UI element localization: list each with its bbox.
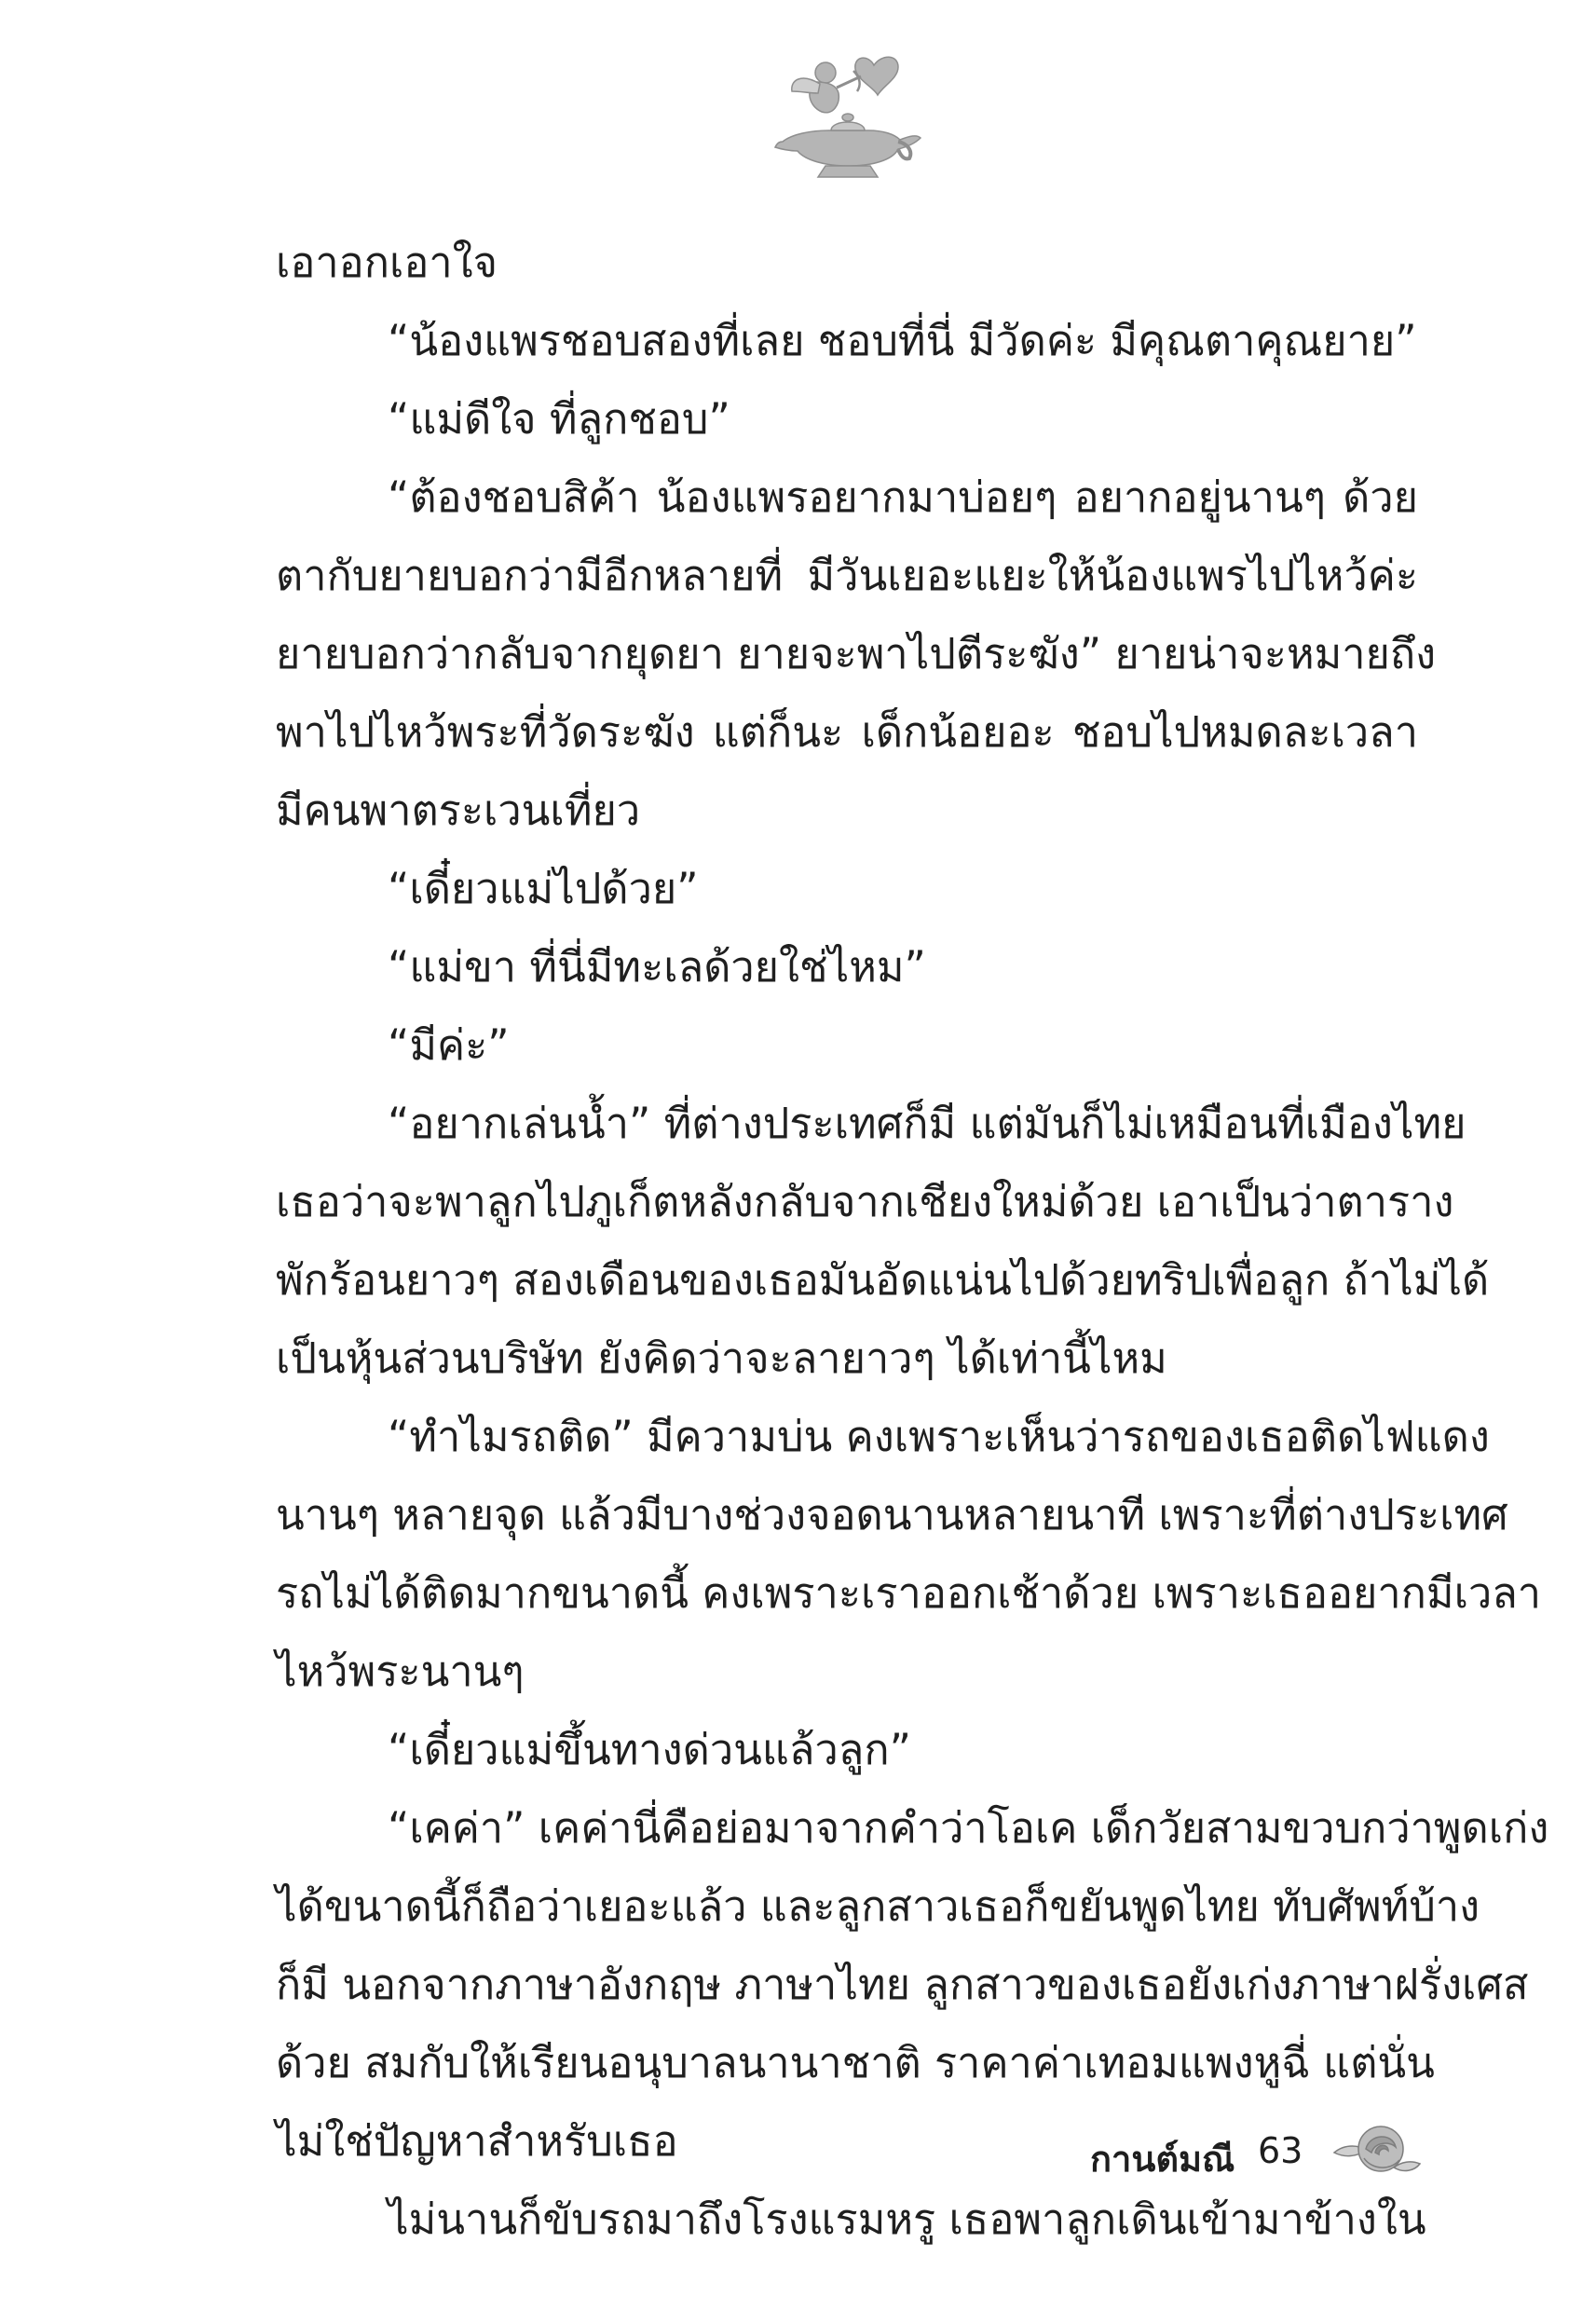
page-footer [1071, 2113, 1444, 2188]
text-line: มีคนพาตระเวนเที่ยว [276, 786, 641, 835]
text-line: เธอว่าจะพาลูกไปภูเก็ตหลังกลับจากเชียงใหม่ด้วย เอาเป็นว่าตาราง [276, 1177, 1454, 1226]
text-line: “อยากเล่นน้ำ” ที่ต่างประเทศก็มี แต่มันก็ไม่เหมือนที่เมืองไทย [388, 1099, 1466, 1148]
text-line: พักร้อนยาวๆ สองเดือนของเธอมันอัดแน่นไปด้วยทริปเพื่อลูก ถ้าไม่ได้ [276, 1255, 1490, 1305]
text-line: “แม่ดีใจ ที่ลูกชอบ” [388, 394, 730, 444]
text-line: พาไปไหว้พระที่วัดระฆัง แต่ก็นะ เด็กน้อยอะ ชอบไปหมดละเวลา [276, 707, 1418, 757]
body-text [276, 224, 1549, 2259]
text-line: ด้วย สมกับให้เรียนอนุบาลนานาชาติ ราคาค่าเทอมแพงหูฉี่ แต่นั่น [276, 2038, 1435, 2087]
text-line: “เดี๋ยวแม่ขึ้นทางด่วนแล้วลูก” [388, 1725, 911, 1774]
text-line: “ต้องชอบสิค้า น้องแพรอยากมาบ่อยๆ อยากอยู่นานๆ ด้วย [388, 472, 1418, 522]
text-line: ยายบอกว่ากลับจากยุดยา ยายจะพาไปตีระฆัง” ยายน่าจะหมายถึง [276, 629, 1437, 678]
text-line: “เดี๋ยวแม่ไปด้วย” [388, 864, 699, 913]
text-line: “เคค่า” เคค่านี่คือย่อมาจากคำว่าโอเค เด็กวัยสามขวบกว่าพูดเก่ง [388, 1803, 1549, 1853]
text-line: ตากับยายบอกว่ามีอีกหลายที่ มีวันเยอะแยะให้น้องแพรไปไหว้ค่ะ [276, 551, 1418, 600]
text-line: “มีค่ะ” [388, 1020, 510, 1070]
genie-lamp-cupid-icon [764, 45, 922, 185]
text-line: ก็มี นอกจากภาษาอังกฤษ ภาษาไทย ลูกสาวของเธอยังเก่งภาษาฝรั่งเศส [276, 1960, 1529, 2009]
text-line: “ทำไมรถติด” มีความบ่น คงเพราะเห็นว่ารถของเธอติดไฟแดง [388, 1412, 1490, 1461]
book-title: กานต์มณี [1090, 2139, 1235, 2180]
rose-icon [1329, 2115, 1422, 2181]
text-line: “แม่ขา ที่นี่มีทะเลด้วยใช่ไหม” [388, 942, 926, 991]
text-line: ไหว้พระนานๆ [276, 1647, 525, 1696]
text-line: เอาอกเอาใจ [276, 238, 498, 287]
text-line: ได้ขนาดนี้ก็ถือว่าเยอะแล้ว และลูกสาวเธอก็ขยันพูดไทย ทับศัพท์บ้าง [276, 1881, 1480, 1931]
text-line: รถไม่ได้ติดมากขนาดนี้ คงเพราะเราออกเช้าด้วย เพราะเธออยากมีเวลา [276, 1568, 1542, 1618]
page-number: 63 [1258, 2130, 1303, 2171]
text-line: เป็นหุ้นส่วนบริษัท ยังคิดว่าจะลายาวๆ ได้เท่านี้ไหม [276, 1333, 1167, 1383]
text-line: ไม่ใช่ปัญหาสำหรับเธอ [276, 2116, 678, 2166]
text-line: นานๆ หลายจุด แล้วมีบางช่วงจอดนานหลายนาที เพราะที่ต่างประเทศ [276, 1490, 1508, 1539]
text-line: “น้องแพรชอบสองที่เลย ชอบที่นี่ มีวัดค่ะ มีคุณตาคุณยาย” [388, 316, 1417, 365]
text-line: ไม่นานก็ขับรถมาถึงโรงแรมหรู เธอพาลูกเดินเข้ามาข้างใน [388, 2195, 1426, 2244]
